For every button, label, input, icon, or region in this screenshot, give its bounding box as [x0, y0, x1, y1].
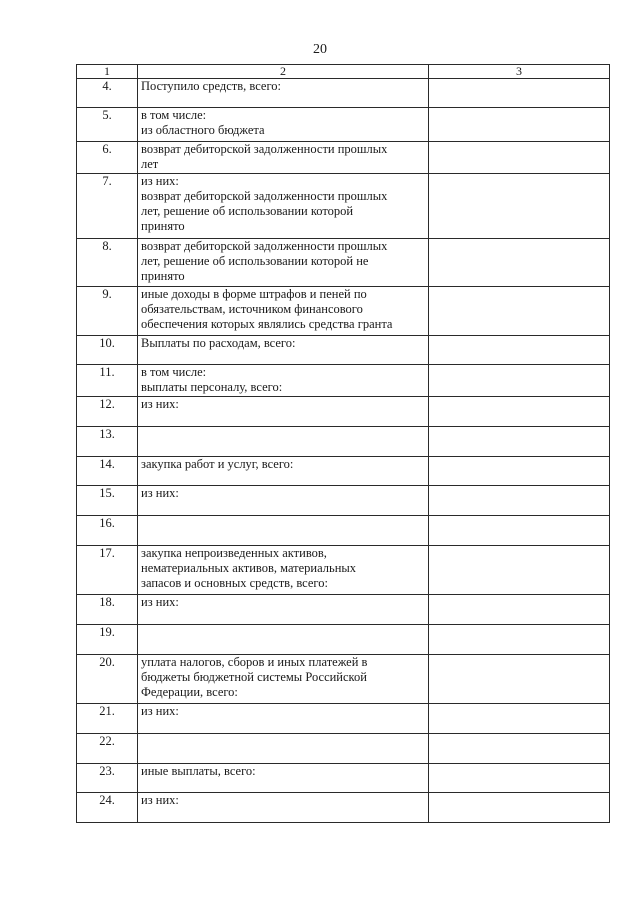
table-row: [77, 595, 610, 625]
row-number: 7.: [77, 174, 138, 239]
row-label: [138, 365, 429, 397]
row-label-line: из них:: [141, 397, 179, 411]
table-row: [77, 79, 610, 108]
row-label-line: из них:: [141, 793, 179, 807]
row-label-line: лет, решение об использовании которой: [141, 204, 354, 218]
row-number: 14.: [77, 457, 138, 486]
table-row: [77, 108, 610, 142]
row-number: 19.: [77, 625, 138, 655]
row-value-cell[interactable]: [429, 704, 610, 734]
row-label-line: принято: [141, 269, 185, 283]
row-value-cell[interactable]: [429, 142, 610, 174]
row-number: 18.: [77, 595, 138, 625]
table-row: [77, 486, 610, 516]
row-label-line: лет: [141, 157, 159, 171]
row-label: [138, 655, 429, 704]
row-number: 13.: [77, 427, 138, 457]
row-label-line: Выплаты по расходам, всего:: [141, 336, 296, 350]
row-label-line: запасов и основных средств, всего:: [141, 576, 328, 590]
row-value-cell[interactable]: [429, 595, 610, 625]
row-label: [138, 734, 429, 764]
row-number: 17.: [77, 546, 138, 595]
column-number-2: 2: [138, 65, 429, 79]
row-label-line: из них:: [141, 704, 179, 718]
row-label-line: из областного бюджета: [141, 123, 265, 137]
row-label-line: иные доходы в форме штрафов и пеней по: [141, 287, 367, 301]
row-label-line: из них:: [141, 595, 179, 609]
row-label: [138, 427, 429, 457]
row-label: [138, 704, 429, 734]
row-label-line: в том числе:: [141, 365, 207, 379]
row-number: 6.: [77, 142, 138, 174]
row-number: 4.: [77, 79, 138, 108]
row-number: 8.: [77, 239, 138, 287]
row-label-line: Федерации, всего:: [141, 685, 238, 699]
table-row: [77, 287, 610, 336]
table-row: [77, 764, 610, 793]
row-value-cell[interactable]: [429, 734, 610, 764]
row-label: [138, 625, 429, 655]
table-row: [77, 734, 610, 764]
table-row: [77, 397, 610, 427]
table-row: [77, 625, 610, 655]
table-row: [77, 239, 610, 287]
table-row: [77, 457, 610, 486]
row-value-cell[interactable]: [429, 427, 610, 457]
column-number-3: 3: [429, 65, 610, 79]
row-value-cell[interactable]: [429, 457, 610, 486]
row-label-line: из них:: [141, 486, 179, 500]
row-label: [138, 457, 429, 486]
row-number: 12.: [77, 397, 138, 427]
row-label: [138, 287, 429, 336]
row-value-cell[interactable]: [429, 174, 610, 239]
row-label: [138, 516, 429, 546]
row-label: [138, 108, 429, 142]
row-number: 15.: [77, 486, 138, 516]
row-label-line: возврат дебиторской задолженности прошлых: [141, 142, 388, 156]
row-label: [138, 79, 429, 108]
row-label: [138, 239, 429, 287]
row-label-line: возврат дебиторской задолженности прошлых: [141, 239, 388, 253]
row-label-line: бюджеты бюджетной системы Российской: [141, 670, 367, 684]
row-label: [138, 764, 429, 793]
row-number: 5.: [77, 108, 138, 142]
row-label: [138, 595, 429, 625]
row-label-line: обязательствам, источником финансового: [141, 302, 363, 316]
column-number-1: 1: [77, 65, 138, 79]
row-value-cell[interactable]: [429, 516, 610, 546]
row-label: [138, 546, 429, 595]
row-label: [138, 397, 429, 427]
table-row: [77, 704, 610, 734]
table-row: [77, 142, 610, 174]
row-value-cell[interactable]: [429, 546, 610, 595]
row-value-cell[interactable]: [429, 239, 610, 287]
row-number: 24.: [77, 793, 138, 823]
row-number: 21.: [77, 704, 138, 734]
row-label-line: выплаты персоналу, всего:: [141, 380, 283, 394]
row-label: [138, 336, 429, 365]
table-row: [77, 655, 610, 704]
row-number: 23.: [77, 764, 138, 793]
row-label-line: из них:: [141, 174, 179, 188]
row-label-line: закупка непроизведенных активов,: [141, 546, 327, 560]
row-value-cell[interactable]: [429, 793, 610, 823]
table-row: [77, 793, 610, 823]
table-row: [77, 516, 610, 546]
row-value-cell[interactable]: [429, 397, 610, 427]
row-label-line: Поступило средств, всего:: [141, 79, 281, 93]
row-value-cell[interactable]: [429, 486, 610, 516]
row-label: [138, 486, 429, 516]
row-value-cell[interactable]: [429, 287, 610, 336]
row-label: [138, 142, 429, 174]
row-value-cell[interactable]: [429, 764, 610, 793]
row-label-line: принято: [141, 219, 185, 233]
table-row: [77, 427, 610, 457]
report-table: [76, 64, 610, 823]
table-row: [77, 365, 610, 397]
row-label-line: возврат дебиторской задолженности прошлых: [141, 189, 388, 203]
row-label-line: в том числе:: [141, 108, 207, 122]
row-label-line: лет, решение об использовании которой не: [141, 254, 369, 268]
row-label-line: иные выплаты, всего:: [141, 764, 256, 778]
row-label-line: нематериальных активов, материальных: [141, 561, 357, 575]
row-label: [138, 793, 429, 823]
table-row: [77, 336, 610, 365]
page-number: 20: [313, 42, 327, 57]
row-value-cell[interactable]: [429, 625, 610, 655]
column-number-header-row: [77, 65, 610, 79]
row-label-line: уплата налогов, сборов и иных платежей в: [141, 655, 368, 669]
row-number: 11.: [77, 365, 138, 397]
row-number: 10.: [77, 336, 138, 365]
row-number: 22.: [77, 734, 138, 764]
table-body: [77, 65, 610, 823]
row-label-line: обеспечения которых являлись средства гранта: [141, 317, 393, 331]
table-row: [77, 546, 610, 595]
row-number: 20.: [77, 655, 138, 704]
row-value-cell[interactable]: [429, 655, 610, 704]
table-row: [77, 174, 610, 239]
row-value-cell[interactable]: [429, 79, 610, 108]
row-label-line: закупка работ и услуг, всего:: [141, 457, 294, 471]
row-number: 9.: [77, 287, 138, 336]
row-label: [138, 174, 429, 239]
row-value-cell[interactable]: [429, 108, 610, 142]
row-value-cell[interactable]: [429, 336, 610, 365]
row-value-cell[interactable]: [429, 365, 610, 397]
row-number: 16.: [77, 516, 138, 546]
